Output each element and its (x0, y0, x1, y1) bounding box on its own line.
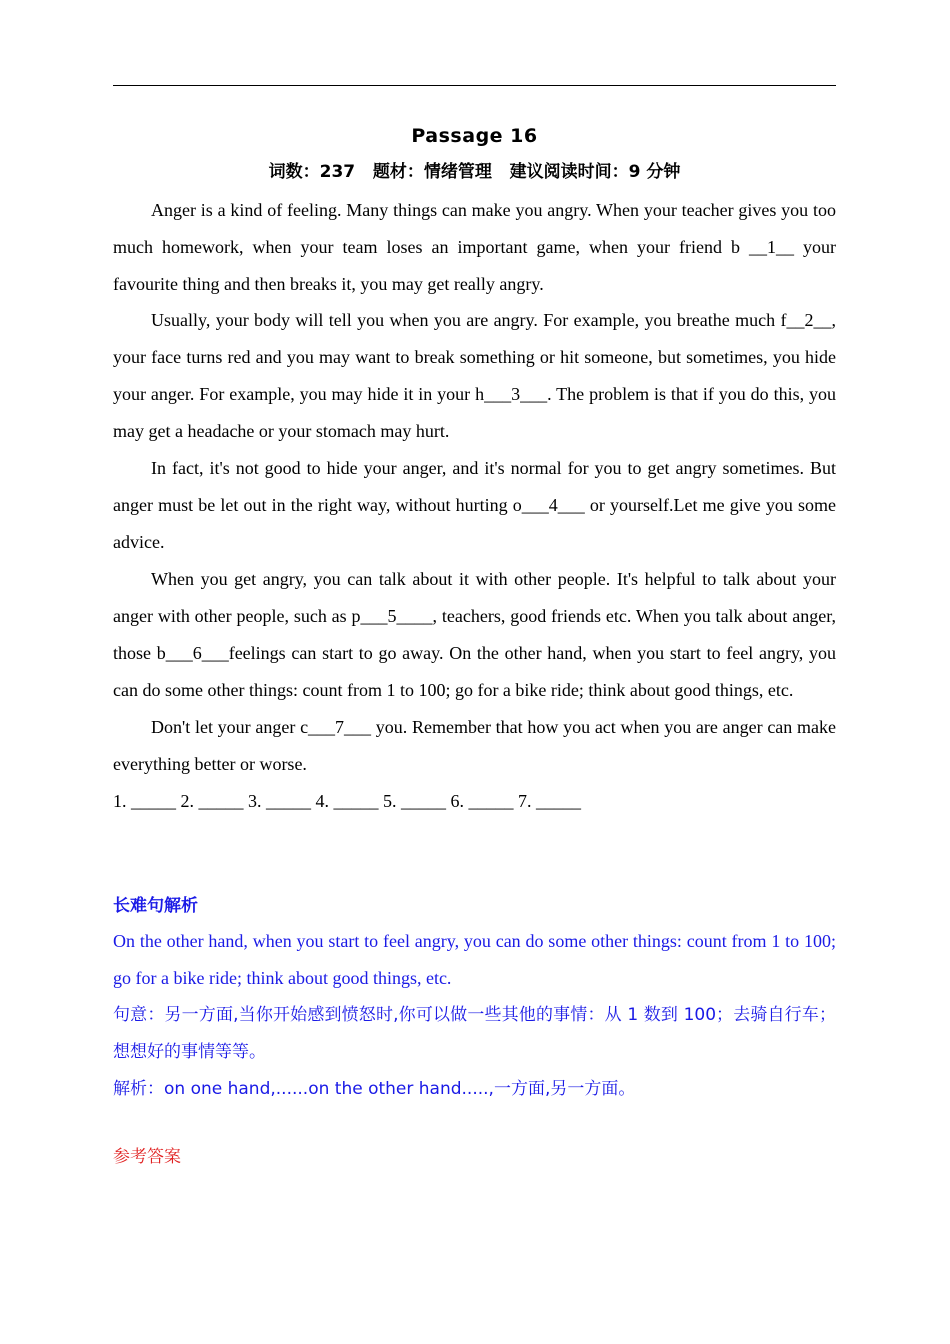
answer-blanks: 1. _____ 2. _____ 3. _____ 4. _____ 5. _____ 6. _____ 7. _____ (113, 791, 581, 811)
paragraph-2: Usually, your body will tell you when you are angry. For example, you breathe much f__2__, your face turns red and you may want to break something or hit someone, but sometimes, you hide your anger. For example, you may hide it in your h___3___. The problem is that if you do this, you may get a headache or your stomach may hurt. (113, 310, 836, 441)
paragraph-1: Anger is a kind of feeling. Many things can make you angry. When your teacher gives you too much homework, when your team loses an important game, when your friend b __1__ your favourite thing and then breaks it, you may get really angry. (113, 200, 836, 294)
analysis-explanation: 解析：on one hand,......on the other hand.....,一方面,另一方面。 (113, 1079, 636, 1099)
header-rule (113, 85, 836, 86)
analysis-meaning: 句意：另一方面,当你开始感到愤怒时,你可以做一些其他的事情：从 1 数到 100；去骑自行车；想想好的事情等等。 (113, 1005, 836, 1062)
answer-key-heading: 参考答案 (113, 1147, 181, 1167)
paragraph-3: In fact, it's not good to hide your anger, and it's normal for you to get angry sometimes. But anger must be let out in the right way, without hurting o___4___ or yourself.Let me give you some advice. (113, 458, 836, 552)
paragraph-4: When you get angry, you can talk about it with other people. It's helpful to talk about your anger with other people, such as p___5____, teachers, good friends etc. When you talk about anger, those b___6___feelings can start to go away. On the other hand, when you start to feel angry, you can do some other things: count from 1 to 100; go for a bike ride; think about good things, etc. (113, 569, 836, 700)
passage-title: Passage 16 (411, 125, 538, 147)
passage-meta: 词数：237 题材：情绪管理 建议阅读时间：9 分钟 (268, 162, 681, 182)
passage-body (113, 192, 836, 819)
paragraph-5: Don't let your anger c___7___ you. Remember that how you act when you are anger can make everything better or worse. (113, 717, 836, 774)
analysis-sentence: On the other hand, when you start to feel angry, you can do some other things: count from 1 to 100; go for a bike ride; think about good things, etc. (113, 931, 836, 988)
analysis-section (113, 923, 836, 1108)
analysis-heading: 长难句解析 (113, 896, 198, 916)
